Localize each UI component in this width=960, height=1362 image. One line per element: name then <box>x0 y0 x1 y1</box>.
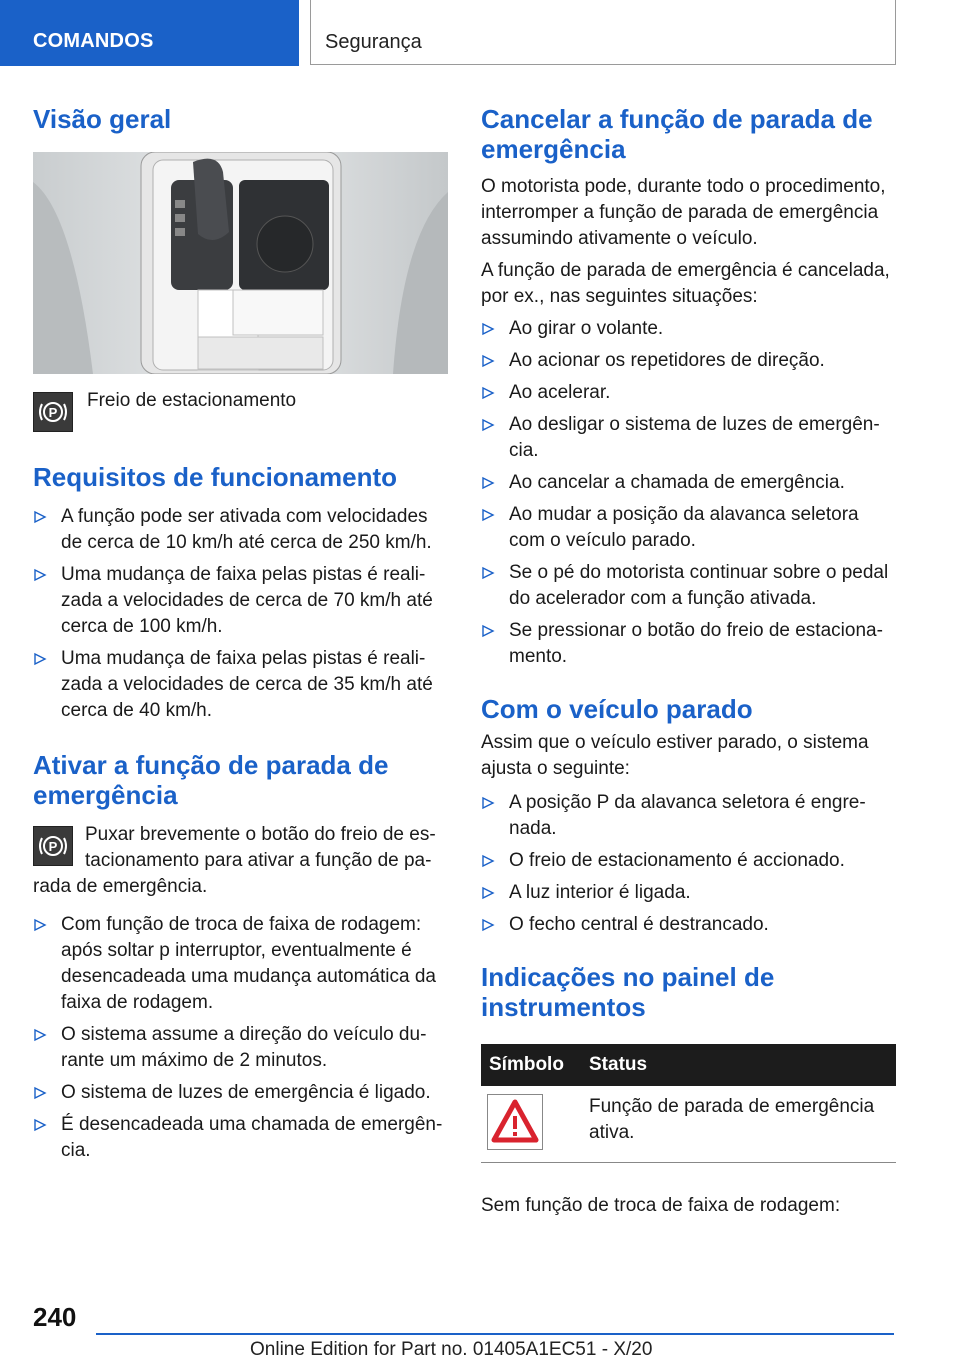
bullet-triangle-icon <box>33 1086 47 1100</box>
column-header-symbol: Símbolo <box>481 1044 581 1086</box>
topic-label: Segurança <box>325 31 422 53</box>
activate-list <box>33 912 448 1164</box>
list-item: O sistema de luzes de emergência é ligado. <box>33 1080 448 1106</box>
stopped-heading: Com o veículo parado <box>481 694 753 724</box>
bullet-triangle-icon <box>481 354 495 368</box>
parking-brake-icon <box>33 392 73 432</box>
warning-triangle-icon <box>487 1094 543 1150</box>
left-column <box>33 100 448 1164</box>
bullet-triangle-icon <box>481 386 495 400</box>
requirements-heading: Requisitos de funcionamento <box>33 462 398 492</box>
requirements-list <box>33 504 448 724</box>
section-label: COMANDOS <box>33 30 154 52</box>
bullet-triangle-icon <box>481 508 495 522</box>
bullet-triangle-icon <box>33 1118 47 1132</box>
status-cell: Função de parada de emergência ativa. <box>581 1086 896 1163</box>
indications-table <box>481 1044 896 1163</box>
table-row <box>481 1086 896 1163</box>
legend-text: Freio de estacionamento <box>87 390 297 411</box>
bullet-triangle-icon <box>481 796 495 810</box>
bullet-triangle-icon <box>33 510 47 524</box>
list-item: Ao cancelar a chamada de emergência. <box>481 470 896 496</box>
list-item: A função pode ser ativada com velocidades de cerca de 10 km/h até cerca de 250 km/h. <box>33 504 448 556</box>
parking-brake-icon <box>33 826 73 866</box>
right-column <box>481 100 896 1219</box>
list-item: O fecho central é destrancado. <box>481 912 896 938</box>
column-header-status: Status <box>581 1044 896 1086</box>
list-item: Ao mudar a posição da alavanca seletora com o veículo parado. <box>481 502 896 554</box>
console-image <box>33 152 448 374</box>
list-item: Ao acelerar. <box>481 380 896 406</box>
list-item: Se pressionar o botão do freio de estacionamento. <box>481 618 896 670</box>
list-item: Ao desligar o sistema de luzes de emergência. <box>481 412 896 464</box>
footer-divider <box>96 1333 894 1335</box>
activate-text: Puxar brevemente o botão do freio de estacionamento para ativar a função de parada de emergência. <box>33 824 436 897</box>
topic-tab <box>310 0 896 65</box>
list-item: A posição P da alavanca seletora é engrenada. <box>481 790 896 842</box>
activate-paragraph <box>33 822 448 900</box>
overview-heading: Visão geral <box>33 104 172 134</box>
parking-brake-legend <box>33 392 448 432</box>
bullet-triangle-icon <box>481 476 495 490</box>
page-number: 240 <box>33 1302 77 1332</box>
center-console-photo <box>33 152 448 374</box>
list-item: É desencadeada uma chamada de emergência. <box>33 1112 448 1164</box>
bullet-triangle-icon <box>481 624 495 638</box>
list-item: Se o pé do motorista continuar sobre o pedal do acelerador com a função ativada. <box>481 560 896 612</box>
list-item: Ao acionar os repetidores de direção. <box>481 348 896 374</box>
list-item: Uma mudança de faixa pelas pistas é realizada a velocidades de cerca de 70 km/h até cerca de 100 km/h. <box>33 562 448 640</box>
list-item: Com função de troca de faixa de rodagem: após soltar p interruptor, eventualmente é desencadeada uma mudança automática da faixa de rodagem. <box>33 912 448 1016</box>
svg-text:P: P <box>48 839 58 854</box>
list-item: O freio de estacionamento é accionado. <box>481 848 896 874</box>
list-item: A luz interior é ligada. <box>481 880 896 906</box>
svg-text:P: P <box>48 405 58 420</box>
cancel-heading: Cancelar a função de parada de emergência <box>481 104 873 164</box>
section-tab <box>0 0 299 66</box>
bullet-triangle-icon <box>33 568 47 582</box>
cancel-list <box>481 316 896 670</box>
bullet-triangle-icon <box>481 418 495 432</box>
stopped-paragraph: Assim que o veículo estiver parado, o sistema ajusta o seguinte: <box>481 732 869 779</box>
bullet-triangle-icon <box>481 566 495 580</box>
table-header-row <box>481 1044 896 1086</box>
bottom-paragraph: Sem função de troca de faixa de rodagem: <box>481 1195 841 1216</box>
symbol-cell <box>481 1086 581 1163</box>
bullet-triangle-icon <box>481 918 495 932</box>
list-item: O sistema assume a direção do veículo durante um máximo de 2 minutos. <box>33 1022 448 1074</box>
edition-text: Online Edition for Part no. 01405A1EC51 - X/20 <box>250 1339 653 1360</box>
bullet-triangle-icon <box>481 886 495 900</box>
stopped-list <box>481 790 896 938</box>
list-item: Ao girar o volante. <box>481 316 896 342</box>
cancel-paragraph-2: A função de parada de emergência é cancelada, por ex., nas seguintes situações: <box>481 260 890 307</box>
indications-heading: Indicações no painel de instrumentos <box>481 962 775 1022</box>
bullet-triangle-icon <box>33 1028 47 1042</box>
bullet-triangle-icon <box>33 652 47 666</box>
bullet-triangle-icon <box>33 918 47 932</box>
cancel-paragraph-1: O motorista pode, durante todo o procedimento, interromper a função de parada de emergência assumindo ativamente o veículo. <box>481 176 886 249</box>
bullet-triangle-icon <box>481 322 495 336</box>
bullet-triangle-icon <box>481 854 495 868</box>
activate-heading: Ativar a função de parada de emergência <box>33 750 389 810</box>
list-item: Uma mudança de faixa pelas pistas é realizada a velocidades de cerca de 35 km/h até cerca de 40 km/h. <box>33 646 448 724</box>
